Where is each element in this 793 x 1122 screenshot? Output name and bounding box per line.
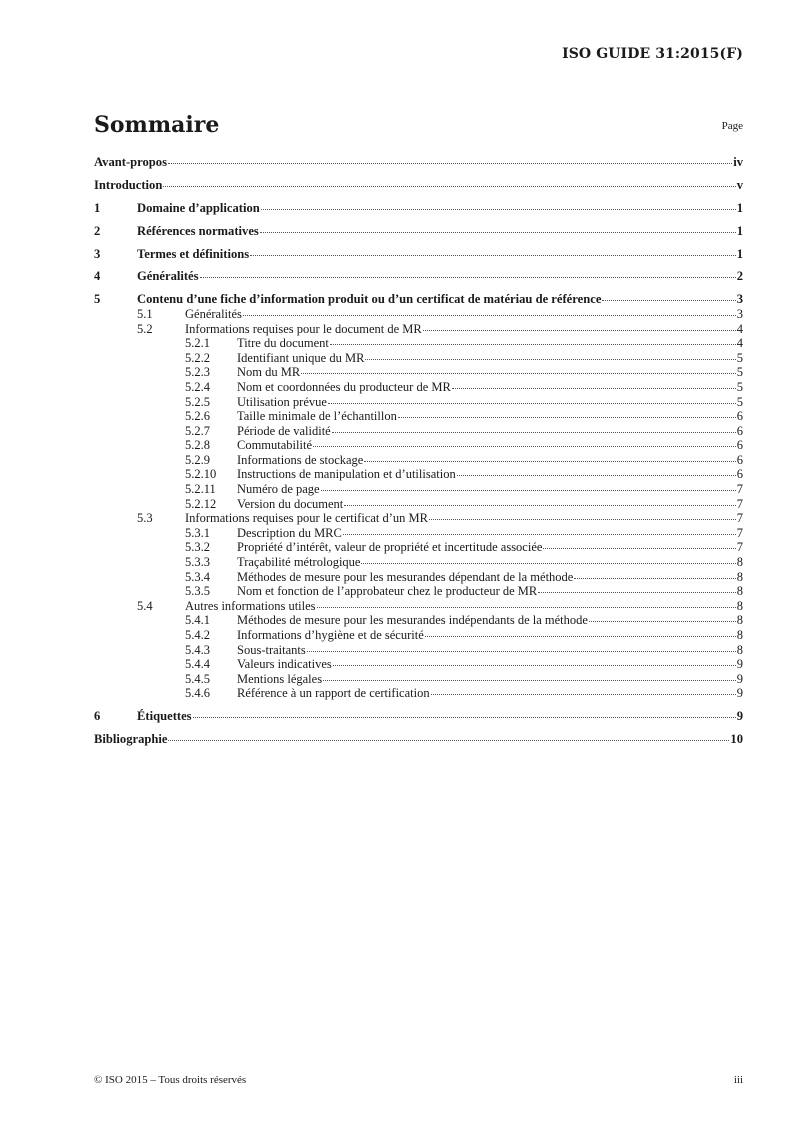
- toc-dot-leader: [332, 432, 736, 433]
- toc-entry-page: v: [736, 177, 743, 192]
- toc-entry-number: 5.4.2: [185, 628, 210, 642]
- toc-entry-page: 6: [736, 423, 743, 438]
- toc-dot-leader: [260, 232, 736, 233]
- toc-entry-label: Termes et définitions: [137, 246, 250, 261]
- toc-entry-page: 4: [736, 321, 743, 336]
- toc-entry-page: 3: [736, 306, 743, 321]
- toc-entry[interactable]: [94, 395, 743, 410]
- toc-entry-page: 8: [736, 628, 743, 642]
- toc-entry[interactable]: [94, 269, 743, 284]
- toc-dot-leader: [168, 740, 729, 741]
- toc-entry[interactable]: [94, 497, 743, 512]
- toc-entry-page: 7: [736, 540, 743, 555]
- toc-entry[interactable]: [94, 178, 743, 193]
- toc-entry-number: 5.2.6: [185, 409, 210, 424]
- toc-entry-number: 5.2.12: [185, 496, 217, 511]
- toc-entry-number: 5.3.3: [185, 555, 210, 570]
- toc-entry[interactable]: [94, 686, 743, 701]
- toc-dot-leader: [343, 534, 736, 535]
- toc-entry-page: 1: [736, 223, 743, 238]
- toc-entry-page: 4: [736, 336, 743, 351]
- toc-entry-label: Autres informations utiles: [185, 598, 316, 613]
- toc-entry-number: 5.4.1: [185, 613, 210, 628]
- toc-entry-number: 5.2.8: [185, 438, 210, 453]
- toc-entry[interactable]: [94, 155, 743, 170]
- toc-entry[interactable]: [94, 351, 743, 366]
- toc-entry-label: Bibliographie: [94, 732, 168, 747]
- toc-entry-label: Introduction: [94, 177, 163, 192]
- toc-dot-leader: [321, 490, 736, 491]
- toc-entry[interactable]: [94, 482, 743, 497]
- page-title: Sommaire: [94, 112, 220, 138]
- toc-entry-label: Titre du document: [237, 336, 329, 351]
- toc-entry-page: 6: [736, 467, 743, 482]
- toc-entry-page: 2: [736, 269, 743, 284]
- toc-entry[interactable]: [94, 732, 743, 747]
- toc-entry-label: Propriété d’intérêt, valeur de propriété et incertitude associée: [237, 540, 543, 555]
- toc-dot-leader: [365, 359, 735, 360]
- toc-entry-label: Taille minimale de l’échantillon: [237, 409, 397, 424]
- toc-dot-leader: [543, 548, 735, 549]
- toc-entry-number: 5.3.5: [185, 584, 210, 599]
- toc-entry-number: 5.2.5: [185, 394, 210, 409]
- page-column-label: Page: [721, 120, 743, 132]
- toc-entry[interactable]: [94, 709, 743, 724]
- toc-entry-label: Méthodes de mesure pour les mesurandes dépendant de la méthode: [237, 569, 574, 584]
- toc-entry-number: 5.2: [137, 321, 153, 336]
- toc-entry-label: Nom du MR: [237, 365, 301, 380]
- toc-entry-number: 5.2.3: [185, 365, 210, 380]
- toc-entry-number: 5.4.4: [185, 657, 210, 672]
- toc-entry[interactable]: [94, 247, 743, 262]
- toc-entry-label: Références normatives: [137, 223, 259, 238]
- toc-entry-number: 5.2.10: [185, 467, 217, 482]
- toc-entry[interactable]: [94, 540, 743, 555]
- toc-entry-page: 8: [736, 584, 743, 599]
- toc-entry-number: 5.3.2: [185, 540, 210, 555]
- toc-entry-page: 9: [736, 657, 743, 672]
- toc-dot-leader: [431, 694, 736, 695]
- toc-dot-leader: [301, 373, 736, 374]
- toc-entry-page: 10: [730, 732, 743, 747]
- toc-entry-page: 6: [736, 438, 743, 453]
- toc-entry-page: 7: [736, 525, 743, 540]
- toc-entry-label: Période de validité: [237, 423, 331, 438]
- toc-entry-page: 7: [736, 496, 743, 511]
- toc-dot-leader: [333, 665, 736, 666]
- toc-entry-number: 5.3.1: [185, 525, 210, 540]
- toc-entry-page: 9: [736, 671, 743, 686]
- toc-entry[interactable]: [94, 409, 743, 424]
- toc-entry[interactable]: [94, 643, 743, 658]
- toc-entry-page: 5: [736, 365, 743, 380]
- toc-entry-number: 5.2.4: [185, 379, 210, 394]
- toc-entry-page: 9: [736, 709, 743, 724]
- toc-dot-leader: [261, 209, 736, 210]
- toc-entry[interactable]: [94, 336, 743, 351]
- toc-entry-number: 6: [94, 709, 101, 724]
- toc-entry[interactable]: [94, 322, 743, 337]
- toc-dot-leader: [425, 636, 736, 637]
- toc-dot-leader: [538, 592, 736, 593]
- toc-entry-label: Généralités: [185, 306, 242, 321]
- toc-entry-page: iv: [733, 155, 743, 169]
- toc-dot-leader: [589, 621, 736, 622]
- toc-entry[interactable]: [94, 613, 743, 628]
- toc-dot-leader: [313, 446, 736, 447]
- toc-entry-label: Méthodes de mesure pour les mesurandes indépendants de la méthode: [237, 613, 588, 628]
- toc-entry-label: Numéro de page: [237, 482, 320, 497]
- toc-entry-number: 2: [94, 223, 101, 238]
- toc-dot-leader: [398, 417, 736, 418]
- toc-entry-label: Généralités: [137, 269, 199, 284]
- toc-entry[interactable]: [94, 380, 743, 395]
- toc-entry[interactable]: [94, 511, 743, 526]
- toc-dot-leader: [344, 505, 736, 506]
- toc-entry[interactable]: [94, 424, 743, 439]
- toc-entry-page: 7: [736, 511, 743, 526]
- toc-dot-leader: [163, 186, 735, 187]
- toc-dot-leader: [168, 163, 732, 164]
- toc-dot-leader: [317, 607, 736, 608]
- toc-entry-number: 1: [94, 200, 101, 215]
- toc-entry-page: 3: [736, 292, 743, 307]
- toc-entry-page: 9: [736, 686, 743, 701]
- toc-entry[interactable]: [94, 438, 743, 453]
- toc-entry[interactable]: [94, 453, 743, 468]
- toc-entry-page: 6: [736, 452, 743, 467]
- toc-entry[interactable]: [94, 365, 743, 380]
- document-id-header: ISO GUIDE 31:2015(F): [562, 46, 743, 62]
- toc-entry-page: 7: [736, 482, 743, 497]
- toc-dot-leader: [307, 651, 736, 652]
- toc-entry-number: 5.1: [137, 306, 153, 321]
- toc-entry-label: Version du document: [237, 496, 344, 511]
- toc-entry[interactable]: [94, 201, 743, 216]
- toc-entry-page: 5: [736, 394, 743, 409]
- toc-entry-label: Traçabilité métrologique: [237, 555, 361, 570]
- toc-dot-leader: [323, 680, 736, 681]
- toc-entry-number: 5.4.6: [185, 686, 210, 701]
- toc-entry-label: Informations requises pour le document de MR: [185, 321, 422, 336]
- toc-entry-label: Domaine d’application: [137, 200, 260, 215]
- toc-entry-label: Description du MRC: [237, 525, 342, 540]
- toc-entry[interactable]: [94, 599, 743, 614]
- toc-entry[interactable]: [94, 307, 743, 322]
- toc-dot-leader: [328, 403, 736, 404]
- toc-dot-leader: [457, 475, 736, 476]
- toc-entry-page: 8: [736, 613, 743, 628]
- toc-entry[interactable]: [94, 555, 743, 570]
- footer-copyright: © ISO 2015 – Tous droits réservés: [94, 1074, 247, 1086]
- toc-entry-label: Identifiant unique du MR: [237, 350, 365, 365]
- table-of-contents: [94, 155, 743, 747]
- toc-entry[interactable]: [94, 628, 743, 643]
- toc-entry-number: 5.3: [137, 511, 153, 526]
- toc-dot-leader: [330, 344, 736, 345]
- toc-entry-label: Utilisation prévue: [237, 394, 327, 409]
- toc-entry-number: 4: [94, 269, 101, 284]
- toc-entry-label: Commutabilité: [237, 438, 312, 453]
- toc-entry-number: 5.3.4: [185, 569, 210, 584]
- toc-entry-label: Nom et fonction de l’approbateur chez le producteur de MR: [237, 584, 538, 599]
- toc-dot-leader: [602, 300, 735, 301]
- toc-entry-label: Instructions de manipulation et d’utilisation: [237, 467, 456, 482]
- toc-entry-number: 5.2.11: [185, 482, 216, 497]
- toc-dot-leader: [243, 315, 736, 316]
- toc-entry-number: 5.2.2: [185, 350, 210, 365]
- toc-entry[interactable]: [94, 672, 743, 687]
- toc-entry-number: 5.4: [137, 598, 153, 613]
- toc-entry-label: Étiquettes: [137, 709, 192, 724]
- toc-entry-label: Avant-propos: [94, 155, 168, 169]
- toc-entry-page: 8: [736, 555, 743, 570]
- toc-dot-leader: [452, 388, 736, 389]
- toc-entry-label: Informations de stockage: [237, 452, 364, 467]
- toc-entry-page: 6: [736, 409, 743, 424]
- toc-dot-leader: [200, 277, 736, 278]
- toc-entry-number: 5.2.9: [185, 452, 210, 467]
- toc-dot-leader: [250, 255, 736, 256]
- toc-entry-page: 5: [736, 350, 743, 365]
- toc-entry-label: Mentions légales: [237, 671, 323, 686]
- toc-entry-number: 5.4.3: [185, 642, 210, 657]
- toc-entry-number: 5.2.1: [185, 336, 210, 351]
- toc-entry[interactable]: [94, 526, 743, 541]
- toc-entry-page: 8: [736, 598, 743, 613]
- toc-dot-leader: [574, 578, 735, 579]
- toc-entry-label: Sous-traitants: [237, 642, 306, 657]
- toc-entry-number: 5: [94, 292, 101, 307]
- toc-entry-number: 5.2.7: [185, 423, 210, 438]
- toc-dot-leader: [193, 717, 736, 718]
- toc-entry-label: Informations requises pour le certificat d’un MR: [185, 511, 428, 526]
- toc-entry-page: 1: [736, 246, 743, 261]
- toc-entry-page: 8: [736, 569, 743, 584]
- toc-entry-label: Référence à un rapport de certification: [237, 686, 430, 701]
- toc-entry-label: Contenu d’une fiche d’information produit ou d’un certificat de matériau de référence: [137, 292, 602, 307]
- toc-dot-leader: [364, 461, 735, 462]
- toc-entry-label: Valeurs indicatives: [237, 657, 332, 672]
- toc-dot-leader: [361, 563, 735, 564]
- toc-entry[interactable]: [94, 467, 743, 482]
- toc-entry[interactable]: [94, 657, 743, 672]
- toc-dot-leader: [423, 330, 736, 331]
- toc-entry-label: Nom et coordonnées du producteur de MR: [237, 379, 451, 394]
- toc-entry[interactable]: [94, 292, 743, 307]
- toc-entry[interactable]: [94, 584, 743, 599]
- toc-entry-label: Informations d’hygiène et de sécurité: [237, 628, 424, 642]
- footer-page-number: iii: [733, 1074, 743, 1086]
- toc-entry-page: 5: [736, 379, 743, 394]
- toc-entry[interactable]: [94, 570, 743, 585]
- toc-entry-number: 5.4.5: [185, 671, 210, 686]
- toc-dot-leader: [429, 519, 736, 520]
- toc-entry-page: 1: [736, 200, 743, 215]
- toc-entry-page: 8: [736, 642, 743, 657]
- toc-entry[interactable]: [94, 224, 743, 239]
- toc-entry-number: 3: [94, 246, 101, 261]
